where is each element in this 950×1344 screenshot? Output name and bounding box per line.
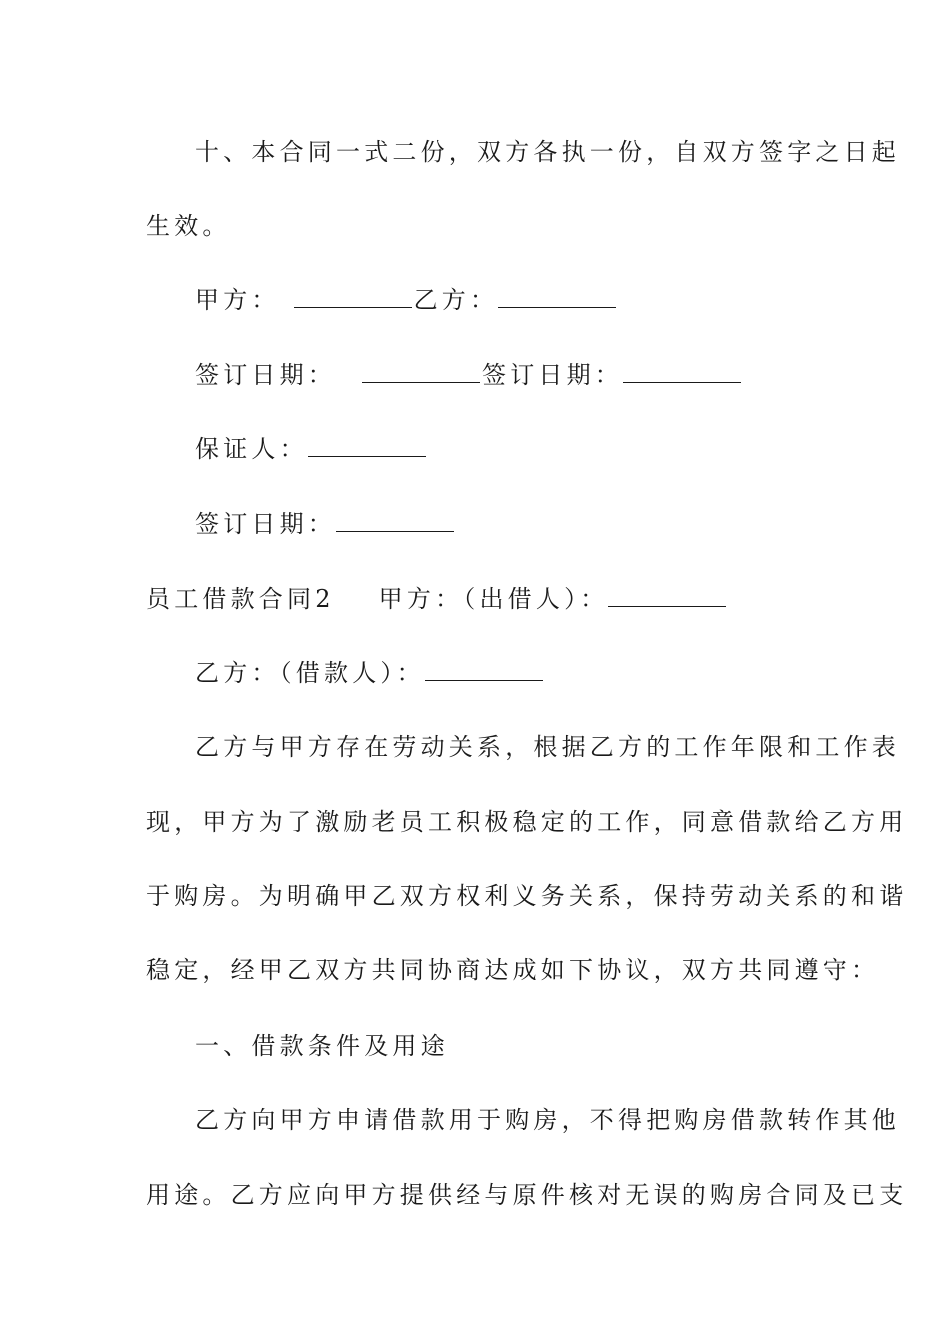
section-1-title: 一、借款条件及用途: [195, 1032, 449, 1060]
sign-date-blank-c[interactable]: [336, 511, 454, 532]
sign-date-row: [195, 360, 743, 390]
guarantor-label: 保证人：: [195, 435, 308, 463]
party-b-label: 乙方：: [413, 286, 499, 314]
party-a-blank[interactable]: [294, 287, 412, 308]
paragraph-2-line-1: 乙方向甲方申请借款用于购房，不得把购房借款转作其他: [195, 1106, 900, 1134]
guarantor-sign-date-row: [195, 509, 456, 539]
signature-parties-row: [195, 285, 618, 315]
paragraph-1-line-4: 稳定，经甲乙双方共同协商达成如下协议，双方共同遵守：: [146, 956, 880, 984]
sign-date-label-a: 签订日期：: [195, 361, 336, 389]
paragraph-1-line-3: 于购房。为明确甲乙双方权利义务关系，保持劳动关系的和谐: [146, 882, 908, 910]
sign-date-label-c: 签订日期：: [195, 510, 336, 538]
party-b-blank[interactable]: [498, 287, 616, 308]
guarantor-row: [195, 434, 428, 464]
sign-date-blank-a[interactable]: [362, 362, 480, 383]
borrower-row: [195, 658, 545, 688]
party-a-label: 甲方：: [195, 286, 280, 314]
sign-date-label-b: 签订日期：: [482, 361, 623, 389]
clause-ten-line-2: 生效。: [146, 212, 231, 240]
lender-label: 甲方：（出借人）：: [378, 585, 609, 613]
paragraph-1-line-1: 乙方与甲方存在劳动关系，根据乙方的工作年限和工作表: [195, 733, 900, 761]
borrower-blank[interactable]: [425, 660, 543, 681]
contract2-title: 员工借款合同2: [146, 585, 335, 613]
guarantor-blank[interactable]: [308, 436, 426, 457]
contract2-header-row: [146, 584, 728, 614]
lender-blank[interactable]: [608, 586, 726, 607]
sign-date-blank-b[interactable]: [623, 362, 741, 383]
borrower-label: 乙方：（借款人）：: [195, 659, 425, 687]
paragraph-2-line-2: 用途。乙方应向甲方提供经与原件核对无误的购房合同及已支: [146, 1181, 908, 1209]
paragraph-1-line-2: 现，甲方为了激励老员工积极稳定的工作，同意借款给乙方用: [146, 808, 908, 836]
clause-ten-line-1: 十、本合同一式二份，双方各执一份，自双方签字之日起: [195, 138, 900, 166]
